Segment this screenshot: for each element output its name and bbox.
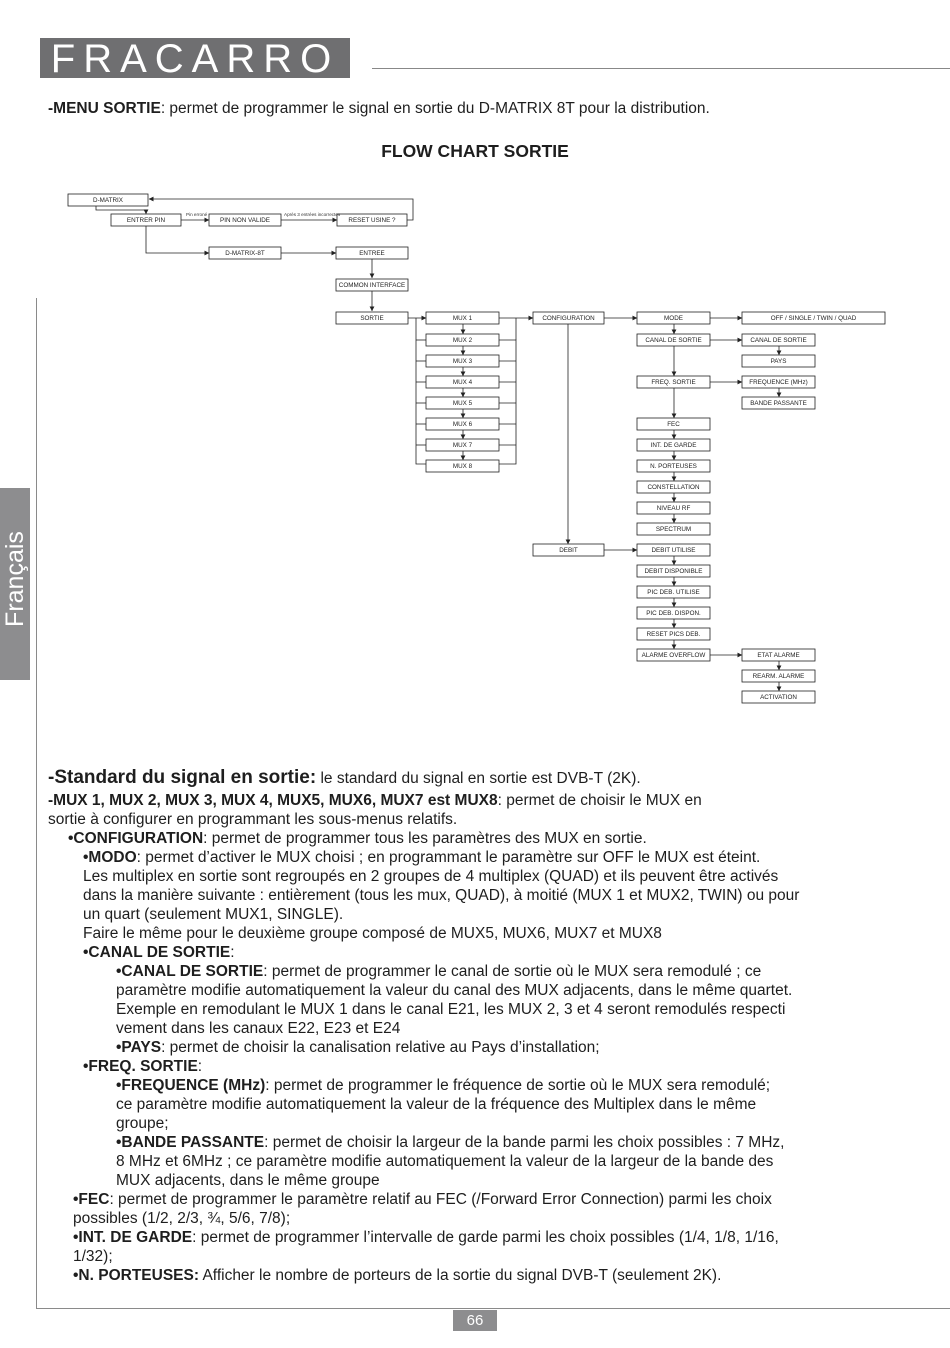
flow-node bbox=[637, 481, 710, 493]
flow-node-label: ENTREE bbox=[359, 250, 385, 258]
flow-node-label: CONFIGURATION bbox=[542, 315, 595, 323]
flow-node bbox=[426, 397, 499, 409]
flow-node-label: ENTRER PIN bbox=[126, 217, 166, 225]
p-standard: -Standard du signal en sortie: le standard du signal en sortie est DVB-T (2K). bbox=[48, 767, 641, 788]
p-freq: •FREQ. SORTIE: bbox=[83, 1058, 203, 1075]
p-freqmhz-l2: ce paramètre modifie automatiquement la valeur de la fréquence des Multiplex dans le même bbox=[116, 1096, 757, 1113]
p-configuration: •CONFIGURATION: permet de programmer tous les paramètres des MUX en sortie. bbox=[68, 830, 647, 847]
flow-node-label: PIN NON VALIDE bbox=[220, 217, 270, 225]
p-canal2-l2: paramètre modifie automatiquement la valeur du canal des MUX adjacents, dans le même quartet. bbox=[116, 982, 793, 999]
flow-node bbox=[637, 607, 710, 619]
flow-node bbox=[742, 312, 885, 324]
flow-node-label: MUX 7 bbox=[452, 442, 473, 450]
flow-node bbox=[637, 565, 710, 577]
flow-node-label: SORTIE bbox=[360, 315, 384, 323]
flow-node-label: REARM. ALARME bbox=[752, 673, 805, 681]
flow-node bbox=[742, 397, 815, 409]
flow-node bbox=[637, 460, 710, 472]
p-mux-line2: sortie à configurer en programmant les sous-menus relatifs. bbox=[48, 811, 458, 828]
flow-node bbox=[637, 544, 710, 556]
flow-node-label: RESET USINE ? bbox=[348, 217, 396, 225]
p-np: •N. PORTEUSES: Afficher le nombre de porteurs de la sortie du signal DVB-T (seulement 2K). bbox=[73, 1267, 722, 1284]
intro-title: -MENU SORTIE bbox=[48, 100, 161, 117]
flow-node-label: DEBIT bbox=[559, 547, 578, 555]
flow-node-label: MUX 4 bbox=[452, 379, 473, 387]
flow-node-label: ETAT ALARME bbox=[757, 652, 800, 660]
edge-label-pin-errone: Pin erroné bbox=[186, 212, 208, 217]
flow-node-label: RESET PICS DEB. bbox=[646, 631, 701, 639]
flow-node bbox=[637, 586, 710, 598]
flow-node-label: FREQ. SORTIE bbox=[651, 379, 696, 387]
flow-node bbox=[742, 355, 815, 367]
flow-node bbox=[742, 649, 815, 661]
p-fec-l2: possibles (1/2, 2/3, ¾, 5/6, 7/8); bbox=[73, 1210, 291, 1227]
flow-node bbox=[337, 214, 407, 226]
p-int-l2: 1/32); bbox=[73, 1248, 113, 1265]
p-fec: •FEC: permet de programmer le paramètre relatif au FEC (/Forward Error Connection) parmi les choix bbox=[73, 1191, 772, 1208]
flow-node-label: N. PORTEUSES bbox=[650, 463, 697, 471]
flow-node-label: DEBIT UTILISE bbox=[651, 547, 696, 555]
flow-node bbox=[426, 355, 499, 367]
flow-node bbox=[336, 312, 408, 324]
p-modo-l2: Les multiplex en sortie sont regroupés en 2 groupes de 4 multiplex (QUAD) et ils peuvent être activés bbox=[83, 868, 779, 885]
p-canal2-l4: vement dans les canaux E22, E23 et E24 bbox=[116, 1020, 401, 1037]
flow-node bbox=[533, 544, 604, 556]
p-modo: •MODO: permet d’activer le MUX choisi ; en programmant le paramètre sur OFF le MUX est éteint. bbox=[83, 849, 761, 866]
flow-node bbox=[637, 439, 710, 451]
flow-node bbox=[209, 247, 281, 259]
flow-node-label: INT. DE GARDE bbox=[650, 442, 697, 450]
intro-text: : permet de programmer le signal en sortie du D-MATRIX 8T pour la distribution. bbox=[160, 100, 710, 117]
flow-node bbox=[637, 334, 710, 346]
flow-node-label: DEBIT DISPONIBLE bbox=[644, 568, 703, 576]
flow-node bbox=[426, 439, 499, 451]
flow-node-label: COMMON INTERFACE bbox=[338, 282, 406, 290]
flow-node-label: FREQUENCE (MHz) bbox=[749, 379, 808, 387]
flow-node-label: SPECTRUM bbox=[655, 526, 692, 534]
brand-logo bbox=[40, 37, 350, 81]
p-int: •INT. DE GARDE: permet de programmer l’intervalle de garde parmi les choix possibles (1/4, 1/8, 1/16, bbox=[73, 1229, 779, 1246]
flow-node-label: MUX 2 bbox=[452, 337, 473, 345]
flow-node-label: PAYS bbox=[770, 358, 787, 366]
p-canal2-l3: Exemple en remodulant le MUX 1 dans le canal E21, les MUX 2, 3 et 4 seront remodulés respecti bbox=[116, 1001, 786, 1018]
flowchart-title: FLOW CHART SORTIE bbox=[381, 141, 569, 161]
flow-node bbox=[742, 334, 815, 346]
flow-node-label: MUX 5 bbox=[452, 400, 473, 408]
page-number: 66 bbox=[453, 1310, 497, 1331]
flow-node bbox=[742, 670, 815, 682]
flow-node bbox=[111, 214, 181, 226]
flow-node-label: ALARME OVERFLOW bbox=[641, 652, 706, 660]
flow-node bbox=[533, 312, 604, 324]
flow-node-label: OFF / SINGLE / TWIN / QUAD bbox=[770, 315, 857, 323]
intro-paragraph bbox=[48, 100, 710, 118]
flow-node bbox=[68, 194, 148, 206]
brand-logo-text: FRACARRO bbox=[50, 37, 340, 81]
flow-node-label: CONSTELLATION bbox=[647, 484, 700, 492]
flow-node-label: PIC DEB. UTILISE bbox=[647, 589, 700, 597]
flow-node-label: MUX 3 bbox=[452, 358, 473, 366]
edge-label-apres-3: Après 3 entrées incorrectes bbox=[284, 212, 341, 217]
flow-node bbox=[637, 523, 710, 535]
flow-node bbox=[426, 460, 499, 472]
p-modo-l4: un quart (seulement MUX1, SINGLE). bbox=[83, 906, 344, 923]
p-pays: •PAYS: permet de choisir la canalisation relative au Pays d’installation; bbox=[116, 1039, 600, 1056]
p-freqmhz: •FREQUENCE (MHz): permet de programmer le fréquence de sortie où le MUX sera remodulé; bbox=[116, 1077, 771, 1094]
flow-node-label: FEC bbox=[667, 421, 680, 429]
p-bande-l3: MUX adjacents, dans le même groupe bbox=[116, 1172, 380, 1189]
flow-node bbox=[336, 279, 408, 291]
footer-rule bbox=[36, 1308, 950, 1309]
flow-node bbox=[336, 247, 408, 259]
flow-node bbox=[637, 649, 710, 661]
flow-node bbox=[426, 312, 499, 324]
header-rule bbox=[372, 68, 950, 69]
flow-node bbox=[637, 628, 710, 640]
p-canal: •CANAL DE SORTIE: bbox=[83, 944, 235, 961]
language-tab-label: Français bbox=[1, 531, 29, 627]
p-canal2: •CANAL DE SORTIE: permet de programmer le canal de sortie où le MUX sera remodulé ; ce bbox=[116, 963, 762, 980]
flow-node-label: ACTIVATION bbox=[760, 694, 797, 702]
flow-node-label: PIC DEB. DISPON. bbox=[646, 610, 701, 618]
flow-node-label: BANDE PASSANTE bbox=[750, 400, 807, 408]
flow-node bbox=[209, 214, 281, 226]
flow-node-label: D-MATRIX bbox=[93, 197, 123, 205]
flow-node-label: CANAL DE SORTIE bbox=[750, 337, 807, 345]
p-freqmhz-l3: groupe; bbox=[116, 1115, 169, 1132]
p-bande: •BANDE PASSANTE: permet de choisir la largeur de la bande parmi les choix possibles : 7 MHz, bbox=[116, 1134, 785, 1151]
flow-node bbox=[426, 376, 499, 388]
flow-node bbox=[742, 691, 815, 703]
flow-node bbox=[426, 334, 499, 346]
p-modo-l5: Faire le même pour le deuxième groupe composé de MUX5, MUX6, MUX7 et MUX8 bbox=[83, 925, 662, 942]
flow-node bbox=[637, 418, 710, 430]
flow-node bbox=[742, 376, 815, 388]
flowchart-diagram bbox=[0, 180, 950, 720]
flow-node-label: MODE bbox=[664, 315, 683, 323]
flow-node-label: D-MATRIX-8T bbox=[225, 250, 265, 258]
p-mux-heading: -MUX 1, MUX 2, MUX 3, MUX 4, MUX5, MUX6, MUX7 est MUX8: permet de choisir le MUX en bbox=[48, 792, 702, 809]
flow-node-label: MUX 1 bbox=[452, 315, 473, 323]
p-bande-l2: 8 MHz et 6MHz ; ce paramètre modifie automatiquement la valeur de la largeur de la bande des bbox=[116, 1153, 774, 1170]
flow-node-label: MUX 8 bbox=[452, 463, 473, 471]
flow-node bbox=[426, 418, 499, 430]
flow-node bbox=[637, 502, 710, 514]
flow-node bbox=[637, 376, 710, 388]
flow-node-label: MUX 6 bbox=[452, 421, 473, 429]
p-modo-l3: dans la manière suivante : entièrement (tous les mux, QUAD), à moitié (MUX 1 et MUX2, TWIN) ou pour bbox=[83, 887, 800, 904]
flow-node-label: NIVEAU RF bbox=[656, 505, 691, 513]
flow-node-label: CANAL DE SORTIE bbox=[645, 337, 702, 345]
flow-node bbox=[637, 312, 710, 324]
